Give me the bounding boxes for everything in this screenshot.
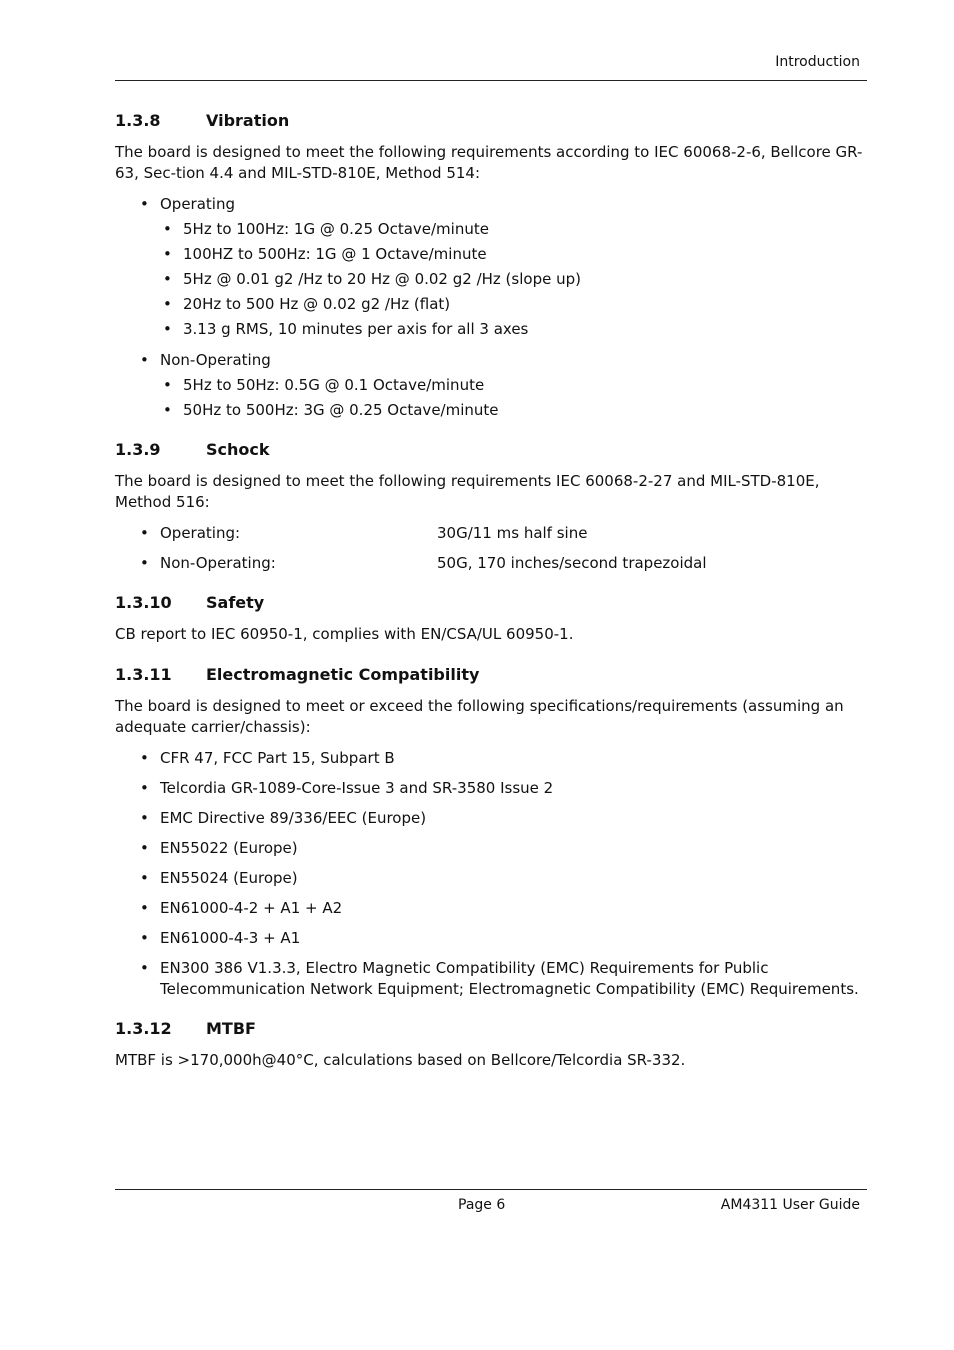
section-number: 1.3.8 [115,111,161,130]
list-item: • EN300 386 V1.3.3, Electro Magnetic Compatibility (EMC) Requirements for Public Telecommunication Network Equipment; Electromagnetic Compatibility (EMC) Requirements. [160,958,867,1000]
nonop-sublist [160,375,867,421]
list-item: • EMC Directive 89/336/EEC (Europe) [160,808,867,829]
shock-value: 50G, 170 inches/second trapezoidal [437,554,707,572]
section-heading-safety [115,592,867,614]
emc-list [115,748,867,1000]
shock-list [115,523,867,574]
page-content [115,110,867,1071]
list-item: • 100HZ to 500Hz: 1G @ 1 Octave/minute [183,244,867,265]
shock-key: • Non-Operating: [160,554,276,572]
list-item: • 5Hz to 50Hz: 0.5G @ 0.1 Octave/minute [183,375,867,396]
section-heading-mtbf [115,1018,867,1040]
section-title: Schock [206,440,270,459]
section-heading-shock [115,439,867,461]
section-title: Electromagnetic Compatibility [206,665,480,684]
section-title: Vibration [206,111,290,130]
list-item [160,553,867,574]
section-number: 1.3.9 [115,440,161,459]
list-item [160,523,867,544]
page-number: Page 6 [458,1197,506,1213]
list-item: • EN55024 (Europe) [160,868,867,889]
header-rule [115,80,867,81]
section-number: 1.3.11 [115,665,172,684]
emc-intro: The board is designed to meet or exceed the following specifications/requirements (assuming an adequate carrier/chassis): [115,697,844,736]
list-item: • 20Hz to 500 Hz @ 0.02 g2 /Hz (flat) [183,294,867,315]
list-item: • EN61000-4-3 + A1 [160,928,867,949]
list-item: • 50Hz to 500Hz: 3G @ 0.25 Octave/minute [183,400,867,421]
list-item: • Non-Operating • 5Hz to 50Hz: 0.5G @ 0.1 Octave/minute • 50Hz to 500Hz: 3G @ 0.25 Octave/minute [160,350,867,421]
document-title: AM4311 User Guide [720,1197,860,1213]
list-item: • 5Hz to 100Hz: 1G @ 0.25 Octave/minute [183,219,867,240]
list-item: • 3.13 g RMS, 10 minutes per axis for all 3 axes [183,319,867,340]
list-item: • EN61000-4-2 + A1 + A2 [160,898,867,919]
section-heading-vibration [115,110,867,132]
section-number: 1.3.10 [115,593,172,612]
section-heading-emc [115,664,867,686]
list-item: • Telcordia GR-1089-Core-Issue 3 and SR-3580 Issue 2 [160,778,867,799]
section-title: MTBF [206,1019,256,1038]
section-number: 1.3.12 [115,1019,172,1038]
section-title: Safety [206,593,265,612]
list-item: • CFR 47, FCC Part 15, Subpart B [160,748,867,769]
footer-rule [115,1189,867,1190]
shock-key: • Operating: [160,524,241,542]
operating-sublist [160,219,867,340]
shock-intro: The board is designed to meet the following requirements IEC 60068-2-27 and MIL-STD-810E, Method 516: [115,472,820,511]
list-item: • 5Hz @ 0.01 g2 /Hz to 20 Hz @ 0.02 g2 /Hz (slope up) [183,269,867,290]
mtbf-text: MTBF is >170,000h@40°C, calculations based on Bellcore/Telcordia SR-332. [115,1051,686,1069]
vibration-list [115,194,867,421]
list-item: • EN55022 (Europe) [160,838,867,859]
safety-text: CB report to IEC 60950-1, complies with EN/CSA/UL 60950-1. [115,625,574,643]
shock-value: 30G/11 ms half sine [437,524,588,542]
vibration-intro: The board is designed to meet the following requirements according to IEC 60068-2-6, Bellcore GR-63, Sec-tion 4.4 and MIL-STD-810E, Method 514: [115,143,863,182]
running-header: Introduction [775,54,860,70]
list-item: • Operating • 5Hz to 100Hz: 1G @ 0.25 Octave/minute • 100HZ to 500Hz: 1G @ 1 Octave/minute • 5Hz @ 0.01 g2 /Hz to 20 Hz @ 0.02 g2 /Hz (slope up) • 20Hz to 500 Hz @ 0.02 g2 /Hz (flat) • 3.13 g RMS, 10 minutes per axis for all 3 axes [160,194,867,340]
